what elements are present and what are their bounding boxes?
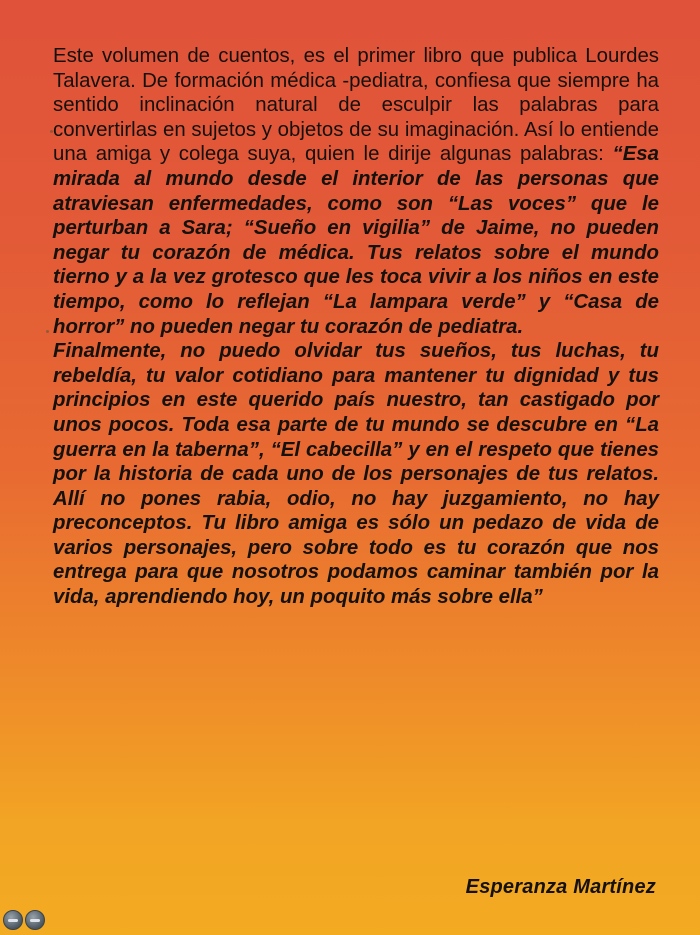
author-signature: Esperanza Martínez: [465, 876, 656, 898]
scroll-icon[interactable]: [25, 910, 45, 930]
print-speck: [46, 330, 49, 333]
scroll-icon[interactable]: [3, 910, 23, 930]
quote-text-part-2: Finalmente, no puedo olvidar tus sueños, tus luchas, tu rebeldía, tu valor cotidiano para mantener tu dignidad y tus principios en este querido país nuestro, tan castigado por unos pocos. Toda esa parte de tu mundo se descubre en “La guerra en la taberna”, “El cabecilla” y en el respeto que tienes por la historia de cada uno de los personajes de tus relatos. Allí no pones rabia, odio, no hay juzgamiento, no hay preconceptos. Tu libro amiga es sólo un pedazo de vida de varios personajes, pero sobre todo es tu corazón que nos entrega para que nosotros podamos caminar también por la vida, aprendiendo hoy, un poquito más sobre ella”: [53, 340, 659, 609]
intro-text: Este volumen de cuentos, es el primer libro que publica Lourdes Talavera. De formación médica -pediatra, confiesa que siempre ha sentido inclinación natural de esculpir las palabras para convertirlas en sujetos y objetos de su imaginación. Así lo entiende una amiga y colega suya, quien le dirije algunas palabras:: [53, 45, 659, 166]
blurb-paragraph-1: [53, 44, 659, 339]
quote-text-part-1: “Esa mirada al mundo desde el interior de las personas que atraviesan enfermedades, como son “Las voces” que le perturban a Sara; “Sueño en vigilia” de Jaime, no pueden negar tu corazón de médica. Tus relatos sobre el mundo tierno y a la vez grotesco que les toca vivir a los niños en este tiempo, como lo reflejan “La lampara verde” y “Casa de horror” no pueden negar tu corazón de pediatra.: [53, 143, 659, 338]
corner-controls: [3, 910, 45, 930]
blurb-text: [53, 44, 659, 610]
